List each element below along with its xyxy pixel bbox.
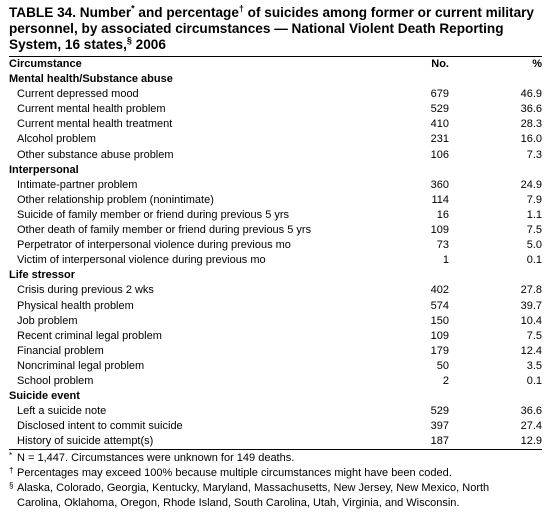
section-title: Life stressor — [9, 269, 76, 282]
header-percent: % — [532, 58, 542, 70]
circumstance-cell: Current depressed mood — [17, 88, 139, 101]
percent-cell: 0.1 — [526, 254, 542, 267]
percent-cell: 1.1 — [526, 208, 542, 221]
table-row — [9, 404, 542, 419]
number-cell: 50 — [436, 359, 449, 372]
percent-cell: 3.5 — [526, 359, 542, 372]
title-text: TABLE 34. Number — [9, 5, 132, 20]
circumstance-cell: History of suicide attempt(s) — [17, 435, 154, 448]
circumstance-cell: Current mental health problem — [17, 103, 166, 116]
table-row — [9, 283, 542, 298]
percent-cell: 12.4 — [520, 344, 542, 357]
circumstance-cell: Suicide of family member or friend during previous 5 yrs — [17, 208, 290, 221]
table-row — [9, 193, 542, 208]
number-cell: 106 — [430, 148, 449, 161]
title-text: and percentage — [134, 5, 239, 20]
table-row — [9, 178, 542, 193]
section-header-row — [9, 163, 542, 178]
number-cell: 679 — [430, 88, 449, 101]
circumstance-cell: Alcohol problem — [17, 133, 96, 146]
percent-cell: 7.9 — [526, 193, 542, 206]
percent-cell: 46.9 — [520, 88, 542, 101]
number-cell: 360 — [430, 178, 449, 191]
number-cell: 109 — [430, 329, 449, 342]
footnote-mark-section: § — [126, 35, 132, 46]
percent-cell: 36.6 — [520, 103, 542, 116]
number-cell: 529 — [430, 405, 449, 418]
section-header-row — [9, 72, 542, 87]
table-row — [9, 253, 542, 268]
circumstance-cell: Perpetrator of interpersonal violence during previous mo — [17, 239, 291, 252]
header-circumstance: Circumstance — [9, 58, 82, 70]
percent-cell: 36.6 — [520, 405, 542, 418]
number-cell: 179 — [430, 344, 449, 357]
number-cell: 1 — [442, 254, 449, 267]
title-line-1 — [9, 5, 542, 21]
percent-cell: 16.0 — [520, 133, 542, 146]
table-row — [9, 87, 542, 102]
title-line-2: personnel, by associated circumstances — National Violent Death Reporting — [9, 21, 504, 36]
circumstance-cell: Job problem — [17, 314, 78, 327]
footnote-mark-star: * — [131, 3, 135, 14]
circumstance-cell: Victim of interpersonal violence during previous mo — [17, 254, 266, 267]
section-title: Mental health/Substance abuse — [9, 73, 173, 86]
footnote-text: N = 1,447. Circumstances were unknown for 149 deaths. — [17, 452, 295, 465]
table-row — [9, 359, 542, 374]
bottom-rule — [9, 449, 542, 450]
number-cell: 109 — [430, 224, 449, 237]
circumstance-cell: Current mental health treatment — [17, 118, 173, 131]
number-cell: 16 — [436, 208, 449, 221]
footnote-mark-dagger: † — [238, 3, 244, 14]
circumstance-cell: Noncriminal legal problem — [17, 359, 145, 372]
percent-cell: 28.3 — [520, 118, 542, 131]
title-text: 2006 — [131, 37, 166, 52]
document — [9, 5, 542, 511]
section-header-row — [9, 268, 542, 283]
table-row — [9, 238, 542, 253]
section-header-row — [9, 389, 542, 404]
header-number: No. — [431, 58, 449, 70]
table-row — [9, 314, 542, 329]
circumstance-cell: Disclosed intent to commit suicide — [17, 420, 183, 433]
footnote-text: Alaska, Colorado, Georgia, Kentucky, Maryland, Massachusetts, New Jersey, New Mexico, North — [17, 482, 490, 495]
circumstance-cell: Other substance abuse problem — [17, 148, 174, 161]
number-cell: 187 — [430, 435, 449, 448]
section-title: Interpersonal — [9, 163, 79, 176]
number-cell: 150 — [430, 314, 449, 327]
circumstance-cell: Financial problem — [17, 344, 104, 357]
table-row — [9, 223, 542, 238]
number-cell: 73 — [436, 239, 449, 252]
percent-cell: 7.5 — [526, 224, 542, 237]
section-title: Suicide event — [9, 390, 80, 403]
footnote-mark: * — [9, 451, 13, 461]
percent-cell: 7.5 — [526, 329, 542, 342]
circumstance-cell: School problem — [17, 374, 94, 387]
percent-cell: 27.4 — [520, 420, 542, 433]
number-cell: 410 — [430, 118, 449, 131]
percent-cell: 24.9 — [520, 178, 542, 191]
table-row — [9, 132, 542, 147]
number-cell: 574 — [430, 299, 449, 312]
number-cell: 231 — [430, 133, 449, 146]
percent-cell: 0.1 — [526, 374, 542, 387]
table-row — [9, 208, 542, 223]
table-row — [9, 102, 542, 117]
title-text: of suicides among former or current military — [243, 5, 534, 20]
circumstance-cell: Recent criminal legal problem — [17, 329, 162, 342]
table-row — [9, 419, 542, 434]
number-cell: 529 — [430, 103, 449, 116]
header-row — [9, 57, 542, 72]
table-row — [9, 434, 542, 449]
percent-cell: 5.0 — [526, 239, 542, 252]
circumstance-cell: Physical health problem — [17, 299, 134, 312]
percent-cell: 27.8 — [520, 284, 542, 297]
circumstance-cell: Intimate-partner problem — [17, 178, 138, 191]
footnote — [9, 466, 542, 481]
number-cell: 397 — [430, 420, 449, 433]
circumstance-cell: Other relationship problem (nonintimate) — [17, 193, 214, 206]
footnote-text: Percentages may exceed 100% because multiple circumstances might have been coded. — [17, 467, 452, 480]
footnote — [9, 451, 542, 466]
footnote — [9, 481, 542, 511]
table-row — [9, 329, 542, 344]
circumstance-cell: Left a suicide note — [17, 405, 107, 418]
number-cell: 2 — [442, 374, 449, 387]
title-text: System, 16 states, — [9, 37, 127, 52]
number-cell: 402 — [430, 284, 449, 297]
table-row — [9, 117, 542, 132]
table-row — [9, 374, 542, 389]
circumstance-cell: Crisis during previous 2 wks — [17, 284, 154, 297]
percent-cell: 12.9 — [520, 435, 542, 448]
footnotes — [9, 451, 542, 511]
footnote-mark: § — [9, 481, 14, 491]
percent-cell: 7.3 — [526, 148, 542, 161]
circumstances-table — [9, 57, 542, 449]
circumstance-cell: Other death of family member or friend during previous 5 yrs — [17, 224, 312, 237]
percent-cell: 10.4 — [520, 314, 542, 327]
table-row — [9, 344, 542, 359]
title-line-3 — [9, 37, 542, 53]
table-body — [9, 72, 542, 449]
footnote-text: Carolina, Oklahoma, Oregon, Rhode Island, South Carolina, Utah, Virginia, and Wisconsin. — [17, 497, 460, 510]
table-title — [9, 5, 542, 53]
footnote-mark: † — [9, 466, 14, 476]
number-cell: 114 — [431, 193, 449, 206]
table-row — [9, 299, 542, 314]
table-row — [9, 148, 542, 163]
percent-cell: 39.7 — [520, 299, 542, 312]
